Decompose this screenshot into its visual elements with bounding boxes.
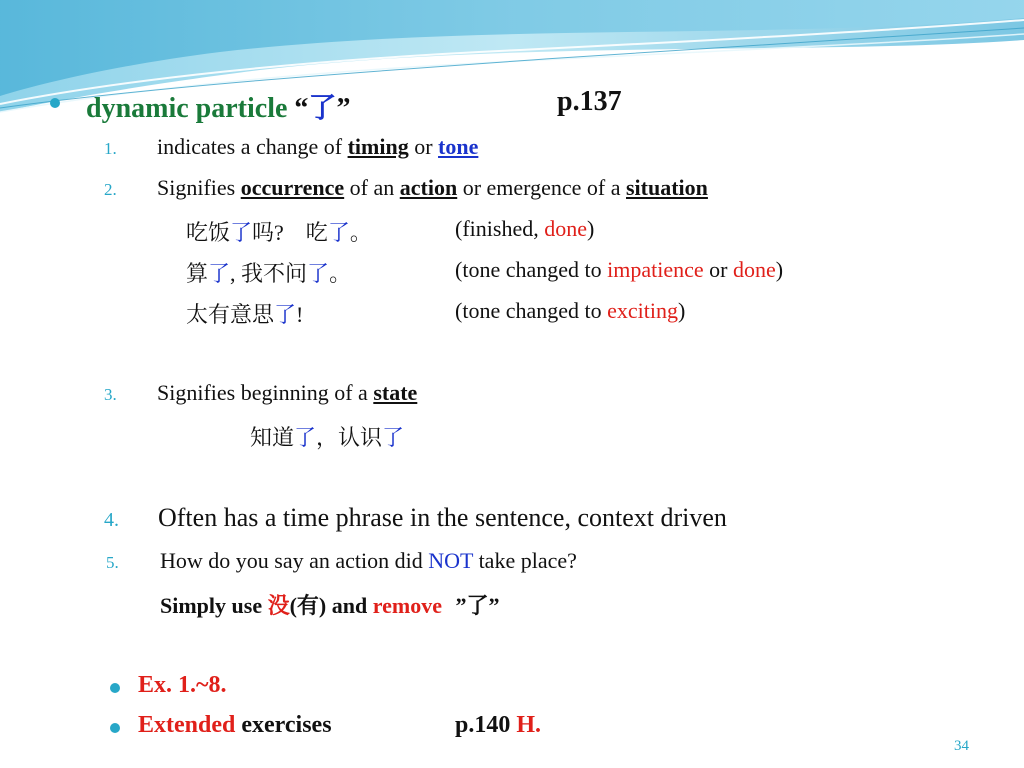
note-text: (finished,	[455, 216, 545, 241]
zh-text: 吃饭	[186, 220, 231, 245]
extended-page-ref	[455, 712, 541, 739]
sub-keyword: remove	[372, 593, 442, 618]
zh-text: , 我不问	[230, 261, 308, 286]
zh-text: 算	[186, 261, 209, 286]
item-text: Signifies	[157, 175, 241, 200]
list-item-4	[104, 503, 727, 533]
extended-exercises	[138, 712, 332, 739]
zh-text: 知道	[250, 425, 295, 450]
note-keyword: impatience	[607, 257, 704, 282]
sub-text: and	[331, 593, 373, 618]
item-5-sub	[160, 589, 500, 620]
ext-keyword: Extended	[138, 712, 236, 738]
sub-keyword: 没	[267, 593, 290, 618]
keyword-situation: situation	[626, 175, 708, 200]
zh-particle: 了	[208, 261, 231, 286]
example-note-3	[455, 298, 685, 324]
zh-text: 。	[329, 261, 352, 286]
main-heading	[86, 86, 350, 126]
note-keyword: done	[732, 257, 776, 282]
slide-number: 34	[954, 738, 969, 754]
item-number: 4.	[104, 509, 119, 531]
heading-label: dynamic particle	[86, 93, 288, 124]
heading-particle: 了	[308, 93, 337, 124]
item-text: indicates a change of	[157, 134, 348, 159]
ext-section: H.	[516, 712, 542, 738]
example-zh-3	[186, 298, 303, 329]
ext-page: p.140	[455, 712, 517, 738]
keyword-action: action	[399, 175, 458, 200]
sub-text: (有)	[289, 593, 332, 618]
example-zh-4	[250, 421, 404, 452]
ext-text: exercises	[235, 712, 332, 738]
note-text: (tone changed to	[455, 257, 608, 282]
bullet-dot	[110, 723, 120, 733]
note-text: )	[677, 298, 686, 323]
note-text: (tone changed to	[455, 298, 608, 323]
item-text: Signifies beginning of a	[157, 380, 374, 405]
example-zh-1	[186, 216, 372, 247]
keyword-timing: timing	[347, 134, 409, 159]
item-text: or	[408, 134, 439, 159]
item-text: take place?	[473, 548, 577, 573]
zh-text: 吗?	[252, 220, 284, 245]
list-item-3	[104, 380, 417, 406]
zh-text: !	[296, 302, 304, 327]
keyword-occurrence: occurrence	[240, 175, 345, 200]
item-text: Often has a time phrase in the sentence, context driven	[158, 503, 727, 532]
zh-particle: 了	[382, 425, 405, 450]
example-note-1	[455, 216, 594, 242]
item-text: of an	[344, 175, 400, 200]
list-item-1	[104, 134, 478, 160]
zh-text: ，认识	[316, 425, 383, 450]
zh-particle: 了	[294, 425, 317, 450]
item-number: 2.	[104, 180, 117, 199]
zh-text: 太有意思	[186, 302, 275, 327]
zh-text: 吃	[305, 220, 328, 245]
note-text: )	[586, 216, 595, 241]
keyword-tone: tone	[438, 134, 479, 159]
example-note-2	[455, 257, 783, 283]
main-bullet-dot	[50, 98, 60, 108]
zh-particle: 了	[307, 261, 330, 286]
heading-page-ref: p.137	[557, 86, 622, 117]
note-keyword: done	[544, 216, 587, 241]
exercise-ref: Ex. 1.~8.	[138, 672, 227, 698]
example-zh-2	[186, 257, 351, 288]
sub-text: Simply use	[160, 593, 268, 618]
heading-quote-close: ”	[336, 93, 351, 124]
heading-quote-open: “	[294, 93, 309, 124]
item-text: How do you say an action did	[160, 548, 429, 573]
list-item-2	[104, 175, 708, 201]
zh-particle: 了	[230, 220, 253, 245]
keyword-not: NOT	[428, 548, 474, 573]
item-number: 5.	[106, 553, 119, 572]
keyword-state: state	[373, 380, 418, 405]
note-keyword: exciting	[607, 298, 678, 323]
zh-particle: 了	[274, 302, 297, 327]
item-number: 1.	[104, 139, 117, 158]
zh-particle: 了	[327, 220, 350, 245]
note-text: )	[775, 257, 784, 282]
item-number: 3.	[104, 385, 117, 404]
zh-text: 。	[349, 220, 372, 245]
item-text: or emergence of a	[457, 175, 626, 200]
sub-text: ”了”	[449, 593, 500, 618]
bullet-dot	[110, 683, 120, 693]
list-item-5	[106, 548, 577, 574]
note-text: or	[703, 257, 733, 282]
